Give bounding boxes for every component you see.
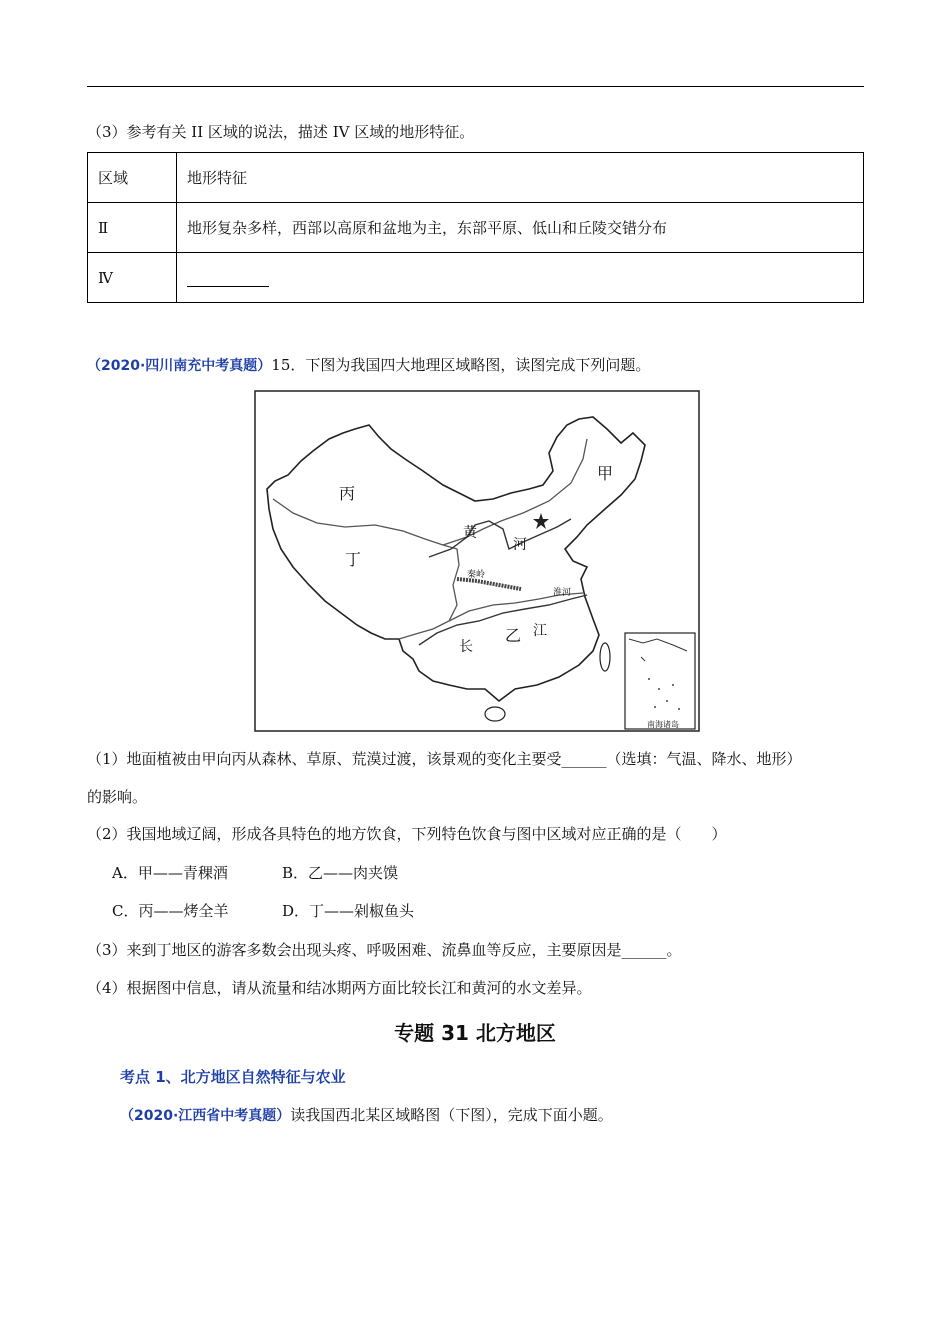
table-header-row [88, 153, 864, 203]
question-3-prompt: （3）参考有关 II 区域的说法，描述 IV 区域的地形特征。 [87, 123, 475, 141]
table-cell-feature: 地形复杂多样，西部以高原和盆地为主，东部平原、低山和丘陵交错分布 [177, 203, 864, 253]
sub-question-2: （2）我国地域辽阔，形成各具特色的地方饮食，下列特色饮食与图中区域对应正确的是（ ） [87, 825, 727, 843]
next-question-stem: 读我国西北某区域略图（下图），完成下面小题。 [290, 1106, 613, 1124]
label-ding: 丁 [345, 550, 362, 569]
sub-question-1-cont: 的影响。 [87, 788, 148, 806]
exam-point-heading: 考点 1、北方地区自然特征与农业 [120, 1068, 346, 1086]
label-qinling: 秦岭 [467, 570, 486, 580]
label-jia: 甲 [597, 464, 614, 483]
label-yi: 乙 [505, 626, 522, 645]
option-a[interactable]: A．甲——青稞酒 [112, 864, 228, 882]
table-row [88, 203, 864, 253]
table-header-region: 区域 [88, 153, 177, 203]
sub-question-4: （4）根据图中信息，请从流量和结冰期两方面比较长江和黄河的水文差异。 [87, 979, 592, 997]
table-header-feature: 地形特征 [177, 153, 864, 203]
section-title: 专题 31 北方地区 [394, 1021, 556, 1045]
option-d[interactable]: D．丁——剁椒鱼头 [282, 902, 415, 920]
question-15-stem: 15．下图为我国四大地理区域略图，读图完成下列问题。 [271, 356, 651, 374]
china-regions-map [253, 389, 701, 735]
table-cell-region: Ⅱ [88, 203, 177, 253]
label-huang: 黄 [463, 525, 477, 541]
sub-question-1: （1）地面植被由甲向丙从森林、草原、荒漠过渡，该景观的变化主要受______（选填：气温、降水、地形） [87, 750, 802, 768]
question-15-line [87, 354, 650, 375]
option-c[interactable]: C．丙——烤全羊 [112, 902, 229, 920]
header-rule [87, 86, 864, 87]
question-15-source: （2020·四川南充中考真题） [87, 358, 272, 374]
table-row [88, 253, 864, 303]
label-bing: 丙 [339, 484, 356, 503]
option-b[interactable]: B．乙——肉夹馍 [282, 864, 399, 882]
label-he: 河 [513, 537, 527, 553]
taiwan-island [600, 643, 610, 671]
answer-blank[interactable] [187, 272, 269, 287]
label-chang: 长 [459, 639, 473, 655]
label-jiang: 江 [533, 623, 547, 639]
terrain-table [87, 152, 864, 303]
table-cell-region: Ⅳ [88, 253, 177, 303]
inset-frame [625, 633, 695, 729]
label-inset: 南海诸岛 [647, 720, 679, 729]
hainan-island [485, 707, 505, 721]
label-huaihe: 淮河 [553, 588, 572, 598]
next-question-source: （2020·江西省中考真题） [120, 1108, 291, 1124]
table-cell-feature-answer[interactable] [177, 253, 864, 303]
next-question-line [120, 1104, 613, 1125]
sub-question-3: （3）来到丁地区的游客多数会出现头疼、呼吸困难、流鼻血等反应，主要原因是______。 [87, 941, 682, 959]
